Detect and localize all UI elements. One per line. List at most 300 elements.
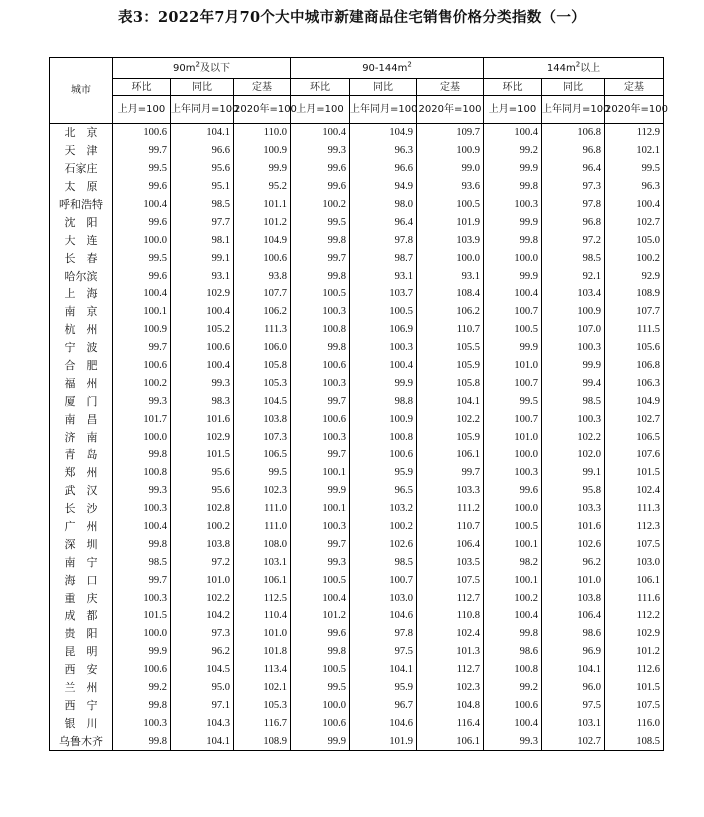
table-title: 表3：2022年7月70个大中城市新建商品住宅销售价格分类指数（一） (118, 9, 586, 26)
city-name: 乌鲁木齐 (50, 732, 113, 750)
table-row (50, 303, 664, 321)
index-value: 108.9 (605, 285, 664, 303)
year-2020-base: 2020年=100 (605, 96, 664, 124)
index-value: 95.9 (350, 464, 417, 482)
index-value: 93.1 (417, 267, 484, 285)
index-value: 112.7 (417, 661, 484, 679)
index-value: 101.9 (417, 213, 484, 231)
index-value: 96.2 (542, 553, 605, 571)
index-value: 96.2 (171, 643, 234, 661)
index-value: 106.4 (542, 607, 605, 625)
index-value: 112.7 (417, 589, 484, 607)
year-2020-base: 2020年=100 (234, 96, 291, 124)
index-value: 99.5 (484, 392, 542, 410)
index-value: 100.4 (171, 303, 234, 321)
index-value: 103.1 (234, 553, 291, 571)
index-value: 99.9 (350, 374, 417, 392)
index-value: 108.0 (234, 535, 291, 553)
index-value: 100.4 (484, 607, 542, 625)
index-value: 107.0 (542, 321, 605, 339)
index-value: 112.2 (605, 607, 664, 625)
index-value: 97.5 (542, 697, 605, 715)
index-value: 104.1 (350, 661, 417, 679)
index-value: 96.8 (542, 142, 605, 160)
index-value: 103.3 (542, 500, 605, 518)
index-value: 101.2 (605, 643, 664, 661)
index-value: 97.2 (542, 231, 605, 249)
city-name: 长 沙 (50, 500, 113, 518)
index-value: 100.2 (171, 518, 234, 536)
index-value: 100.0 (484, 500, 542, 518)
index-value: 110.7 (417, 321, 484, 339)
index-value: 93.6 (417, 178, 484, 196)
city-name: 长 春 (50, 249, 113, 267)
index-value: 96.5 (350, 482, 417, 500)
index-value: 111.3 (605, 500, 664, 518)
city-name: 南 京 (50, 303, 113, 321)
index-value: 99.8 (484, 178, 542, 196)
index-value: 100.0 (417, 249, 484, 267)
city-name: 银 川 (50, 714, 113, 732)
index-value: 110.8 (417, 607, 484, 625)
index-value: 102.4 (417, 625, 484, 643)
city-name: 郑 州 (50, 464, 113, 482)
index-value: 107.5 (605, 535, 664, 553)
index-value: 104.9 (350, 124, 417, 142)
last-year-base: 上年同月=100 (350, 96, 417, 124)
index-value: 101.0 (234, 625, 291, 643)
index-value: 100.3 (113, 589, 171, 607)
table-row (50, 607, 664, 625)
index-value: 103.8 (234, 410, 291, 428)
index-value: 111.6 (605, 589, 664, 607)
index-value: 100.3 (291, 303, 350, 321)
index-value: 93.8 (234, 267, 291, 285)
table-row (50, 160, 664, 178)
index-value: 103.3 (417, 482, 484, 500)
index-value: 99.6 (113, 213, 171, 231)
index-value: 99.9 (484, 267, 542, 285)
index-value: 102.7 (605, 213, 664, 231)
city-name: 重 庆 (50, 589, 113, 607)
table-row (50, 571, 664, 589)
index-value: 100.4 (484, 714, 542, 732)
fixed-base-header: 定基 (605, 79, 664, 96)
index-value: 100.4 (484, 124, 542, 142)
index-value: 105.8 (417, 374, 484, 392)
index-value: 106.3 (605, 374, 664, 392)
index-value: 100.0 (113, 231, 171, 249)
index-value: 116.0 (605, 714, 664, 732)
index-value: 101.9 (350, 732, 417, 750)
index-value: 104.1 (417, 392, 484, 410)
fixed-base-header: 定基 (234, 79, 291, 96)
index-value: 95.2 (234, 178, 291, 196)
index-value: 99.9 (484, 160, 542, 178)
index-value: 106.1 (605, 571, 664, 589)
city-name: 南 昌 (50, 410, 113, 428)
mom-header: 环比 (484, 79, 542, 96)
index-value: 98.6 (484, 643, 542, 661)
index-value: 98.5 (350, 553, 417, 571)
index-value: 105.3 (234, 374, 291, 392)
city-name: 广 州 (50, 518, 113, 536)
city-name: 合 肥 (50, 357, 113, 375)
index-value: 99.3 (171, 374, 234, 392)
index-value: 100.1 (484, 571, 542, 589)
index-value: 108.4 (417, 285, 484, 303)
table-row (50, 267, 664, 285)
index-value: 101.0 (484, 428, 542, 446)
index-value: 112.3 (605, 518, 664, 536)
index-value: 100.4 (113, 196, 171, 214)
index-value: 99.7 (291, 249, 350, 267)
city-name: 昆 明 (50, 643, 113, 661)
index-value: 102.3 (234, 482, 291, 500)
index-value: 96.9 (542, 643, 605, 661)
index-value: 96.3 (350, 142, 417, 160)
index-value: 100.6 (484, 697, 542, 715)
table-row (50, 732, 664, 750)
index-value: 97.5 (350, 643, 417, 661)
index-value: 97.7 (171, 213, 234, 231)
index-value: 100.3 (350, 339, 417, 357)
index-value: 98.1 (171, 231, 234, 249)
index-value: 103.8 (171, 535, 234, 553)
index-value: 105.9 (417, 357, 484, 375)
index-value: 101.0 (171, 571, 234, 589)
index-value: 113.4 (234, 661, 291, 679)
index-value: 100.6 (291, 357, 350, 375)
city-name: 福 州 (50, 374, 113, 392)
table-row (50, 697, 664, 715)
index-value: 100.7 (484, 410, 542, 428)
index-value: 100.1 (291, 500, 350, 518)
index-value: 103.8 (542, 589, 605, 607)
index-value: 110.7 (417, 518, 484, 536)
index-value: 116.7 (234, 714, 291, 732)
index-value: 99.5 (113, 249, 171, 267)
index-value: 99.5 (113, 160, 171, 178)
group-header-small: $90m^2$及以下 (113, 58, 291, 79)
index-value: 99.8 (484, 625, 542, 643)
index-value: 102.2 (171, 589, 234, 607)
index-value: 104.1 (171, 732, 234, 750)
index-value: 102.1 (605, 142, 664, 160)
index-value: 108.9 (234, 732, 291, 750)
index-value: 100.6 (113, 357, 171, 375)
index-value: 105.8 (234, 357, 291, 375)
table-row (50, 285, 664, 303)
index-value: 99.8 (291, 339, 350, 357)
index-value: 100.5 (484, 321, 542, 339)
index-value: 106.5 (234, 446, 291, 464)
table-row (50, 196, 664, 214)
index-value: 102.2 (417, 410, 484, 428)
index-value: 100.4 (291, 124, 350, 142)
index-value: 96.3 (605, 178, 664, 196)
index-value: 99.7 (113, 571, 171, 589)
table-row (50, 518, 664, 536)
index-value: 104.6 (350, 714, 417, 732)
index-value: 99.7 (291, 446, 350, 464)
index-value: 103.2 (350, 500, 417, 518)
index-value: 100.5 (291, 661, 350, 679)
index-value: 107.3 (234, 428, 291, 446)
index-value: 101.3 (417, 643, 484, 661)
index-value: 99.3 (113, 392, 171, 410)
index-value: 99.9 (484, 213, 542, 231)
index-value: 100.6 (113, 124, 171, 142)
index-value: 102.7 (605, 410, 664, 428)
index-value: 100.5 (350, 303, 417, 321)
index-value: 99.2 (484, 679, 542, 697)
index-value: 100.5 (291, 571, 350, 589)
index-value: 101.0 (542, 571, 605, 589)
index-value: 104.6 (350, 607, 417, 625)
index-value: 100.2 (291, 196, 350, 214)
index-value: 100.9 (417, 142, 484, 160)
index-value: 110.4 (234, 607, 291, 625)
city-name: 成 都 (50, 607, 113, 625)
index-value: 103.9 (417, 231, 484, 249)
index-value: 105.2 (171, 321, 234, 339)
index-value: 100.1 (291, 464, 350, 482)
index-value: 99.1 (171, 249, 234, 267)
index-value: 100.5 (484, 518, 542, 536)
table-row (50, 589, 664, 607)
index-value: 99.6 (113, 178, 171, 196)
index-value: 116.4 (417, 714, 484, 732)
index-value: 102.9 (605, 625, 664, 643)
index-value: 99.3 (291, 553, 350, 571)
index-value: 102.0 (542, 446, 605, 464)
index-value: 100.9 (350, 410, 417, 428)
index-value: 100.5 (291, 285, 350, 303)
index-value: 106.1 (234, 571, 291, 589)
index-value: 99.9 (542, 357, 605, 375)
index-value: 100.0 (113, 428, 171, 446)
index-value: 104.9 (605, 392, 664, 410)
table-row (50, 714, 664, 732)
yoy-header: 同比 (171, 79, 234, 96)
index-value: 101.1 (234, 196, 291, 214)
index-value: 97.3 (171, 625, 234, 643)
index-value: 97.2 (171, 553, 234, 571)
index-value: 100.2 (350, 518, 417, 536)
last-month-base: 上月=100 (291, 96, 350, 124)
index-value: 96.0 (542, 679, 605, 697)
index-value: 101.2 (291, 607, 350, 625)
index-value: 105.0 (605, 231, 664, 249)
table-row (50, 446, 664, 464)
index-value: 97.3 (542, 178, 605, 196)
sub-header-row (50, 79, 664, 96)
group-header-large: $144m^2$以上 (484, 58, 664, 79)
city-name: 哈尔滨 (50, 267, 113, 285)
index-value: 102.7 (542, 732, 605, 750)
index-value: 99.3 (484, 732, 542, 750)
city-name: 上 海 (50, 285, 113, 303)
index-value: 104.1 (171, 124, 234, 142)
index-value: 100.4 (291, 589, 350, 607)
table-row (50, 321, 664, 339)
index-value: 100.3 (291, 374, 350, 392)
index-value: 95.6 (171, 482, 234, 500)
city-name: 兰 州 (50, 679, 113, 697)
index-value: 99.7 (291, 392, 350, 410)
index-value: 100.8 (291, 321, 350, 339)
index-value: 100.3 (113, 714, 171, 732)
index-value: 100.6 (171, 339, 234, 357)
index-value: 107.7 (605, 303, 664, 321)
group-header-medium: $90-144m^2$ (291, 58, 484, 79)
index-value: 100.1 (484, 535, 542, 553)
index-value: 99.9 (234, 160, 291, 178)
price-index-table (49, 57, 668, 751)
city-name: 深 圳 (50, 535, 113, 553)
index-value: 99.9 (291, 482, 350, 500)
table-row (50, 357, 664, 375)
index-value: 100.6 (113, 661, 171, 679)
index-value: 100.4 (350, 357, 417, 375)
index-value: 104.2 (171, 607, 234, 625)
index-value: 96.4 (542, 160, 605, 178)
table-row (50, 392, 664, 410)
index-value: 100.6 (234, 249, 291, 267)
index-value: 100.8 (350, 428, 417, 446)
city-name: 石家庄 (50, 160, 113, 178)
index-value: 98.3 (171, 392, 234, 410)
index-value: 100.6 (291, 410, 350, 428)
index-value: 93.1 (171, 267, 234, 285)
city-header: 城市 (50, 58, 113, 124)
index-value: 100.3 (542, 339, 605, 357)
table-row (50, 679, 664, 697)
index-value: 104.9 (234, 231, 291, 249)
index-value: 105.5 (417, 339, 484, 357)
index-value: 100.6 (291, 714, 350, 732)
city-name: 武 汉 (50, 482, 113, 500)
index-value: 107.5 (605, 697, 664, 715)
table-row (50, 428, 664, 446)
index-value: 99.8 (291, 267, 350, 285)
mom-header: 环比 (113, 79, 171, 96)
index-value: 101.7 (113, 410, 171, 428)
index-value: 112.9 (605, 124, 664, 142)
index-value: 106.2 (417, 303, 484, 321)
index-value: 99.4 (542, 374, 605, 392)
index-value: 100.0 (484, 249, 542, 267)
index-value: 103.0 (605, 553, 664, 571)
index-value: 99.6 (113, 267, 171, 285)
index-value: 100.7 (350, 571, 417, 589)
index-value: 110.0 (234, 124, 291, 142)
index-value: 102.2 (542, 428, 605, 446)
city-name: 宁 波 (50, 339, 113, 357)
index-value: 109.7 (417, 124, 484, 142)
index-value: 104.5 (171, 661, 234, 679)
index-value: 106.8 (542, 124, 605, 142)
city-name: 南 宁 (50, 553, 113, 571)
index-value: 102.6 (350, 535, 417, 553)
index-value: 112.6 (605, 661, 664, 679)
index-value: 101.8 (234, 643, 291, 661)
index-value: 112.5 (234, 589, 291, 607)
index-value: 99.7 (291, 535, 350, 553)
yoy-header: 同比 (542, 79, 605, 96)
index-value: 97.8 (350, 625, 417, 643)
index-value: 111.2 (417, 500, 484, 518)
index-value: 99.3 (291, 142, 350, 160)
last-month-base: 上月=100 (484, 96, 542, 124)
index-value: 99.3 (113, 482, 171, 500)
index-value: 106.5 (605, 428, 664, 446)
index-value: 105.6 (605, 339, 664, 357)
index-value: 107.5 (417, 571, 484, 589)
table-row (50, 374, 664, 392)
city-name: 沈 阳 (50, 213, 113, 231)
index-value: 99.1 (542, 464, 605, 482)
table-row (50, 339, 664, 357)
index-value: 98.0 (350, 196, 417, 214)
index-value: 100.4 (171, 357, 234, 375)
index-value: 95.9 (350, 679, 417, 697)
index-value: 100.0 (484, 446, 542, 464)
index-value: 106.2 (234, 303, 291, 321)
city-name: 杭 州 (50, 321, 113, 339)
table-body (50, 124, 664, 751)
index-value: 99.8 (113, 697, 171, 715)
index-value: 95.6 (171, 464, 234, 482)
index-value: 95.8 (542, 482, 605, 500)
index-value: 100.2 (605, 249, 664, 267)
index-value: 98.5 (542, 392, 605, 410)
index-value: 101.5 (605, 679, 664, 697)
index-value: 99.6 (484, 482, 542, 500)
last-year-base: 上年同月=100 (542, 96, 605, 124)
last-month-base: 上月=100 (113, 96, 171, 124)
index-value: 100.4 (113, 518, 171, 536)
table-row (50, 213, 664, 231)
index-value: 102.1 (234, 679, 291, 697)
index-value: 100.0 (291, 697, 350, 715)
index-value: 98.5 (113, 553, 171, 571)
table-row (50, 535, 664, 553)
index-value: 98.5 (542, 249, 605, 267)
index-value: 98.7 (350, 249, 417, 267)
index-value: 99.5 (291, 679, 350, 697)
index-value: 101.5 (171, 446, 234, 464)
index-value: 101.5 (113, 607, 171, 625)
index-value: 111.0 (234, 518, 291, 536)
index-value: 102.9 (171, 285, 234, 303)
index-value: 98.2 (484, 553, 542, 571)
index-value: 100.3 (291, 428, 350, 446)
index-value: 97.8 (350, 231, 417, 249)
city-name: 青 岛 (50, 446, 113, 464)
index-value: 100.4 (605, 196, 664, 214)
index-value: 107.7 (234, 285, 291, 303)
index-value: 111.5 (605, 321, 664, 339)
index-value: 96.7 (350, 697, 417, 715)
index-value: 99.8 (291, 643, 350, 661)
index-value: 103.4 (542, 285, 605, 303)
index-value: 95.6 (171, 160, 234, 178)
index-value: 106.9 (350, 321, 417, 339)
index-value: 99.5 (605, 160, 664, 178)
table-row (50, 178, 664, 196)
